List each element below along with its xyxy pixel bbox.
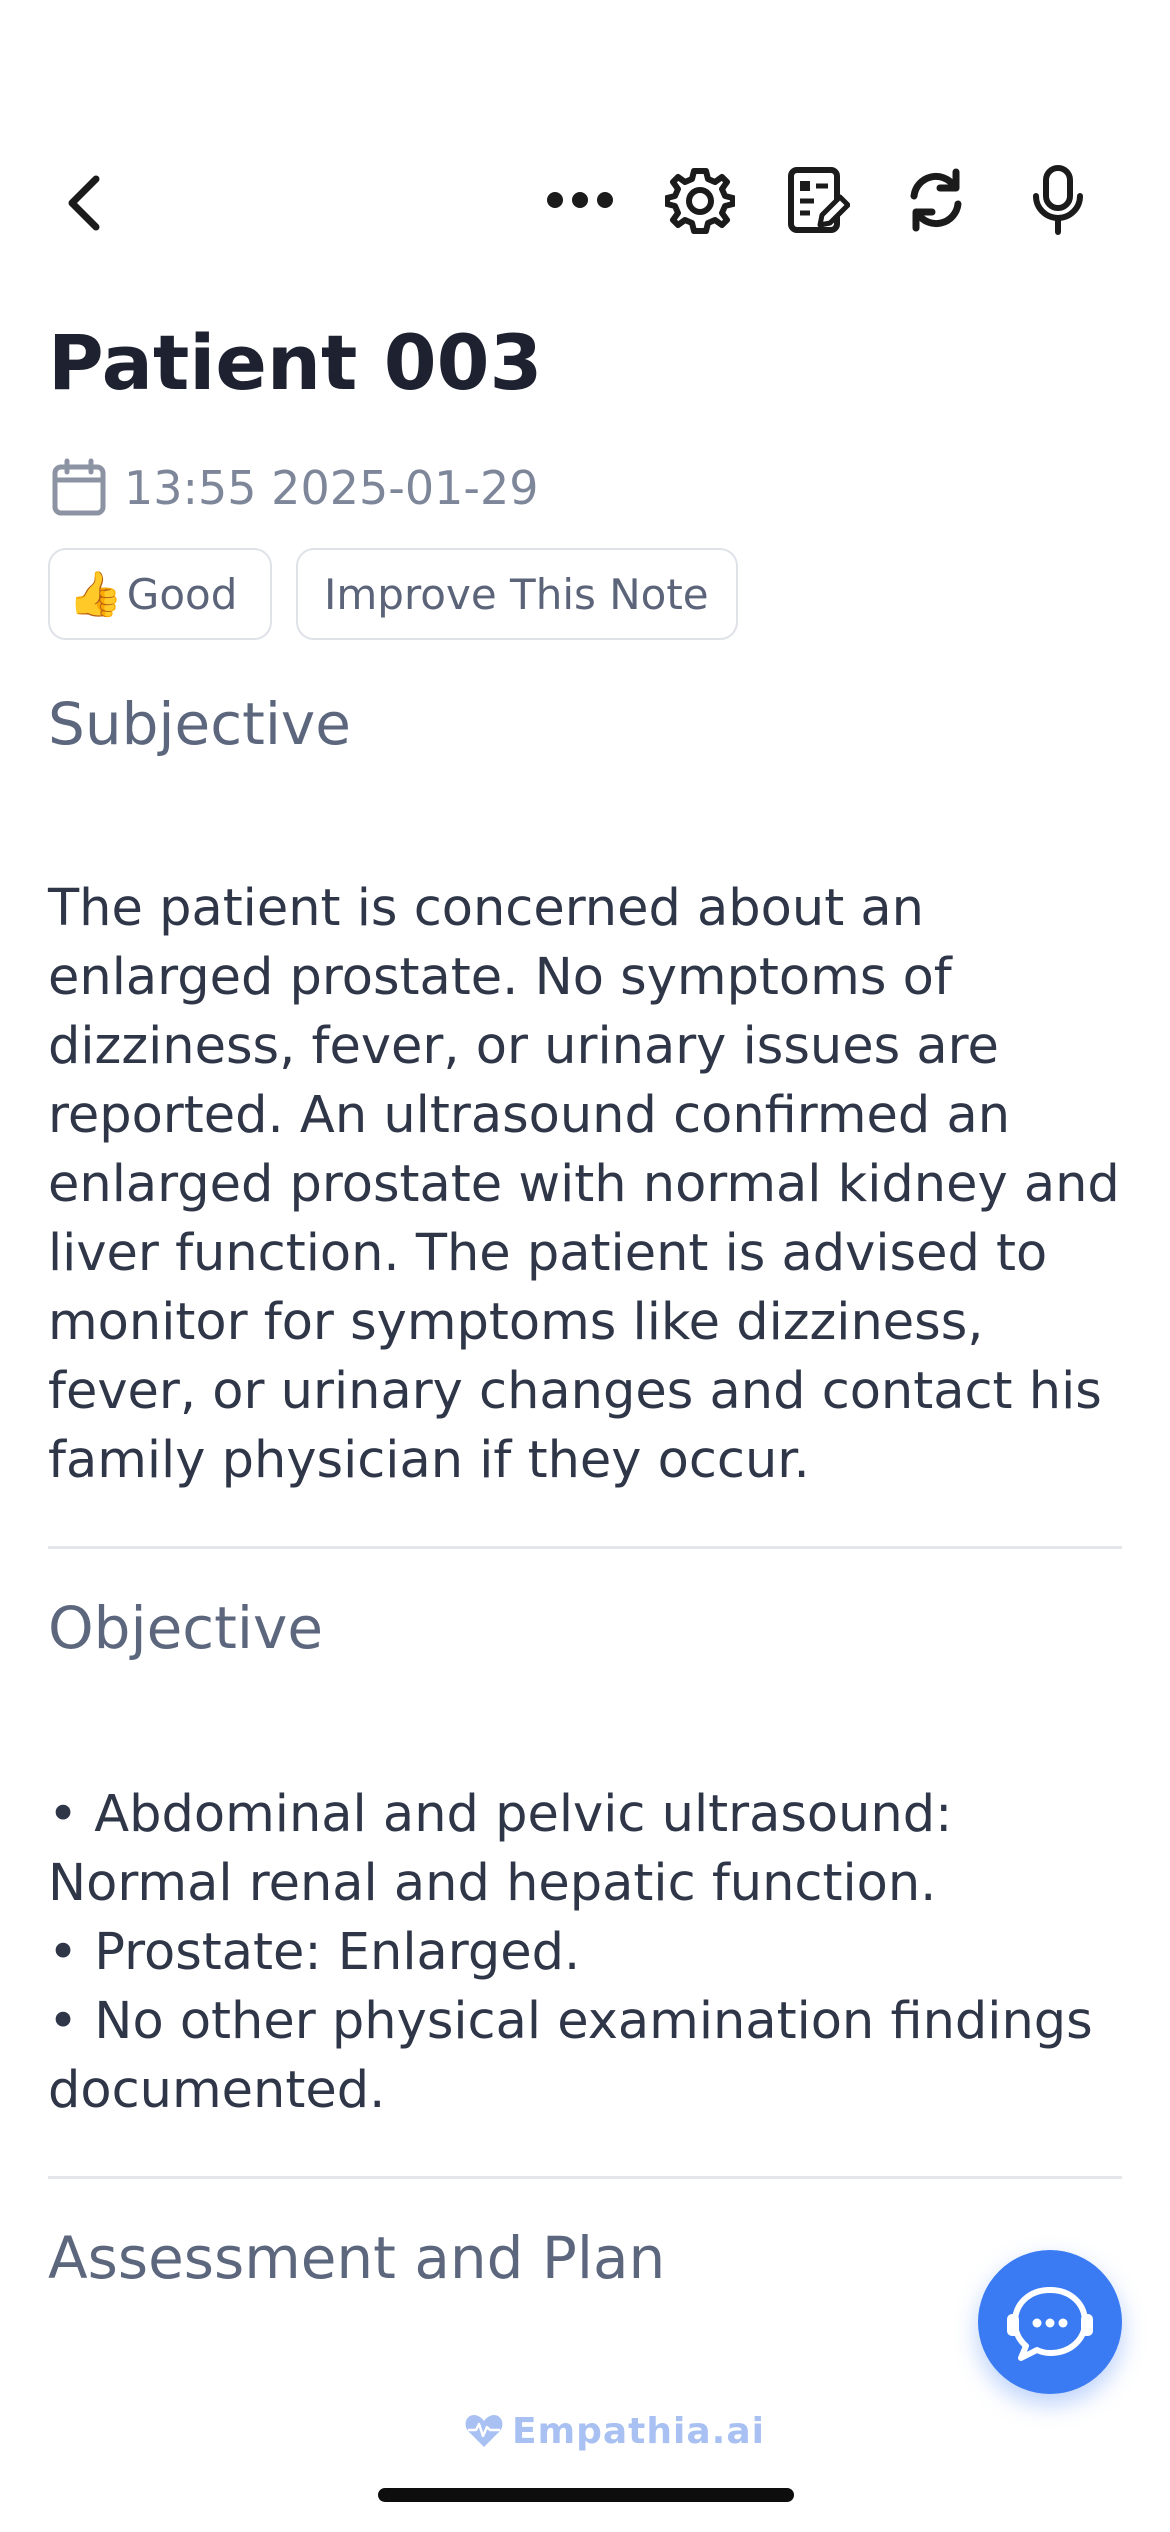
home-indicator[interactable] bbox=[378, 2488, 794, 2502]
brand-name: Empathia.ai bbox=[512, 2410, 765, 2452]
more-button[interactable] bbox=[540, 160, 620, 240]
more-icon bbox=[545, 190, 615, 210]
objective-bullet: • Prostate: Enlarged. bbox=[48, 1923, 581, 1982]
settings-button[interactable] bbox=[660, 160, 740, 240]
top-toolbar bbox=[0, 160, 1170, 246]
thumbs-up-icon: 👍 bbox=[68, 569, 123, 620]
microphone-button[interactable] bbox=[1018, 160, 1098, 240]
section-divider bbox=[48, 1546, 1122, 1549]
back-button[interactable] bbox=[54, 164, 114, 242]
good-feedback-button[interactable] bbox=[48, 548, 272, 640]
microphone-icon bbox=[1030, 164, 1086, 236]
good-label: Good bbox=[126, 569, 238, 619]
calendar-icon bbox=[50, 458, 108, 518]
gear-icon bbox=[665, 165, 735, 235]
document-edit-icon bbox=[786, 165, 850, 235]
heart-pulse-icon bbox=[464, 2413, 504, 2449]
subjective-heading: Subjective bbox=[48, 690, 351, 758]
refresh-button[interactable] bbox=[896, 160, 976, 240]
assessment-heading: Assessment and Plan bbox=[48, 2224, 666, 2292]
footer-logo bbox=[464, 2406, 765, 2456]
chat-support-icon bbox=[1005, 2282, 1095, 2362]
refresh-icon bbox=[902, 166, 970, 234]
subjective-text[interactable]: The patient is concerned about an enlarged prostate. No symptoms of dizziness, fever, or urinary issues are reported. An ultrasound confirmed an enlarged prostate with normal kidney and liver function. The patient is advised to monitor for symptoms like dizziness, fever, or urinary changes and contact his family physician if they occur. bbox=[48, 879, 1120, 1490]
support-chat-button[interactable] bbox=[978, 2250, 1122, 2394]
chevron-left-icon bbox=[64, 173, 104, 233]
objective-bullet: • No other physical examination findings documented. bbox=[48, 1992, 1093, 2120]
page-title: Patient 003 bbox=[48, 318, 543, 407]
section-divider bbox=[48, 2176, 1122, 2179]
objective-bullet: • Abdominal and pelvic ultrasound: Normal renal and hepatic function. bbox=[48, 1785, 953, 1913]
feedback-chips bbox=[48, 548, 762, 640]
datetime-text: 13:55 2025-01-29 bbox=[124, 461, 539, 515]
improve-note-button[interactable] bbox=[296, 548, 738, 640]
objective-text[interactable] bbox=[48, 1780, 1128, 2125]
improve-label: Improve This Note bbox=[324, 569, 709, 619]
note-datetime bbox=[50, 456, 539, 520]
objective-heading: Objective bbox=[48, 1594, 324, 1662]
edit-note-button[interactable] bbox=[778, 160, 858, 240]
